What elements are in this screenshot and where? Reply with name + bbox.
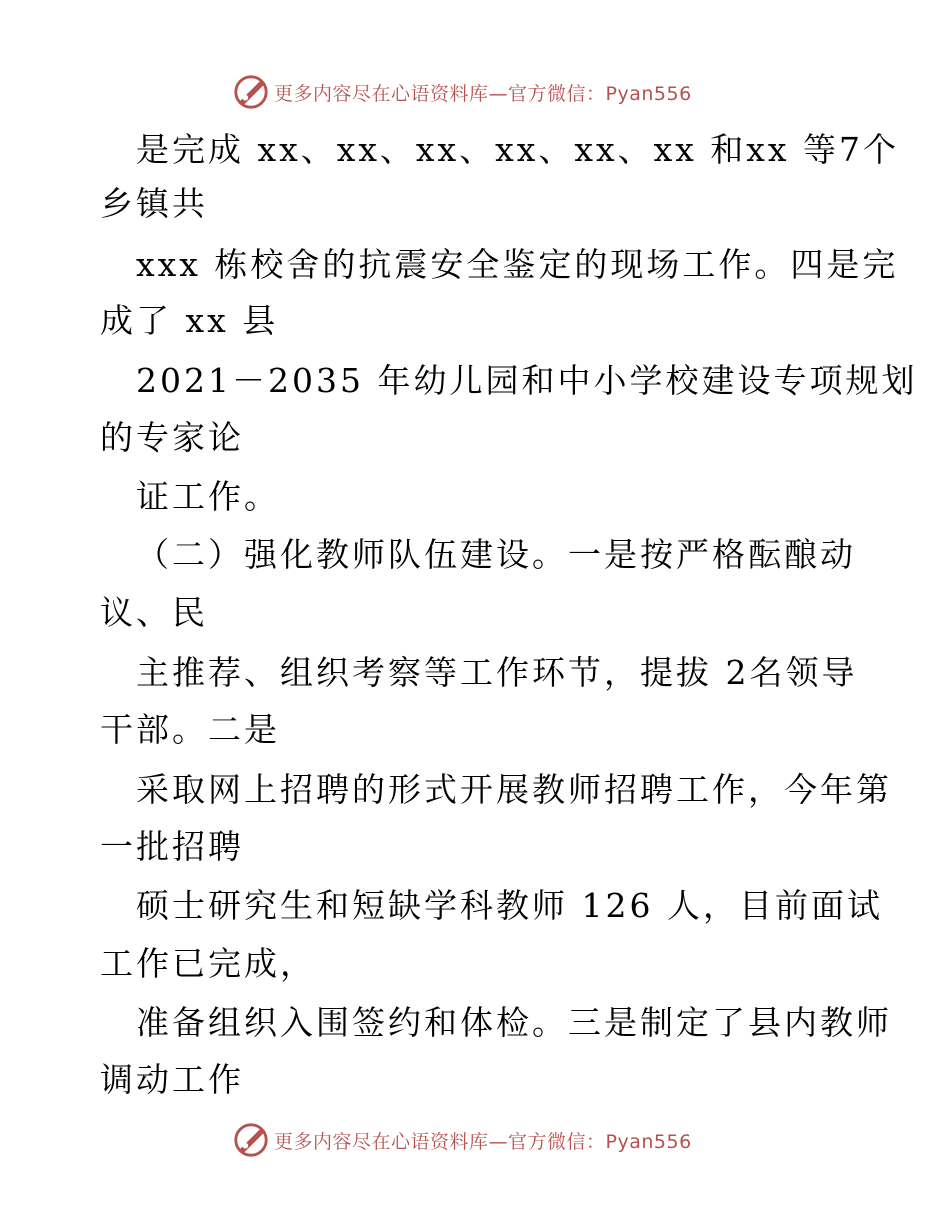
pen-logo-icon [232,1121,270,1159]
body-line: 证工作。 [136,477,280,516]
body-line: （二）强化教师队伍建设。一是按严格酝酿动 [136,535,856,574]
body-line: 成了 xx 县 [100,301,279,340]
body-line: 2021－2035 年幼儿园和中小学校建设专项规划 [136,361,918,400]
body-line: 主推荐、组织考察等工作环节，提拔 2名领导 [136,653,858,692]
body-line: 硕士研究生和短缺学科教师 126 人，目前面试 [136,886,883,925]
body-line: 工作已完成， [100,944,316,983]
watermark-text: 更多内容尽在心语资料库—官方微信：Pyan556 [274,1130,692,1153]
body-line: 一批招聘 [100,827,244,866]
body-line: 调动工作 [100,1060,244,1099]
body-line: 干部。二是 [100,710,280,749]
body-line: 准备组织入围签约和体检。三是制定了县内教师 [136,1003,892,1042]
body-line: 的专家论 [100,418,244,457]
body-line: 议、民 [100,593,208,632]
footer-watermark [232,1120,692,1160]
watermark-text: 更多内容尽在心语资料库—官方微信：Pyan556 [274,82,692,105]
body-line: xxx 栋校舍的抗震安全鉴定的现场工作。四是完 [136,245,899,284]
body-line: 采取网上招聘的形式开展教师招聘工作，今年第 [136,770,892,809]
body-line: 是完成 xx、xx、xx、xx、xx、xx 和xx 等7个 [136,130,900,169]
body-line: 乡镇共 [100,184,208,223]
